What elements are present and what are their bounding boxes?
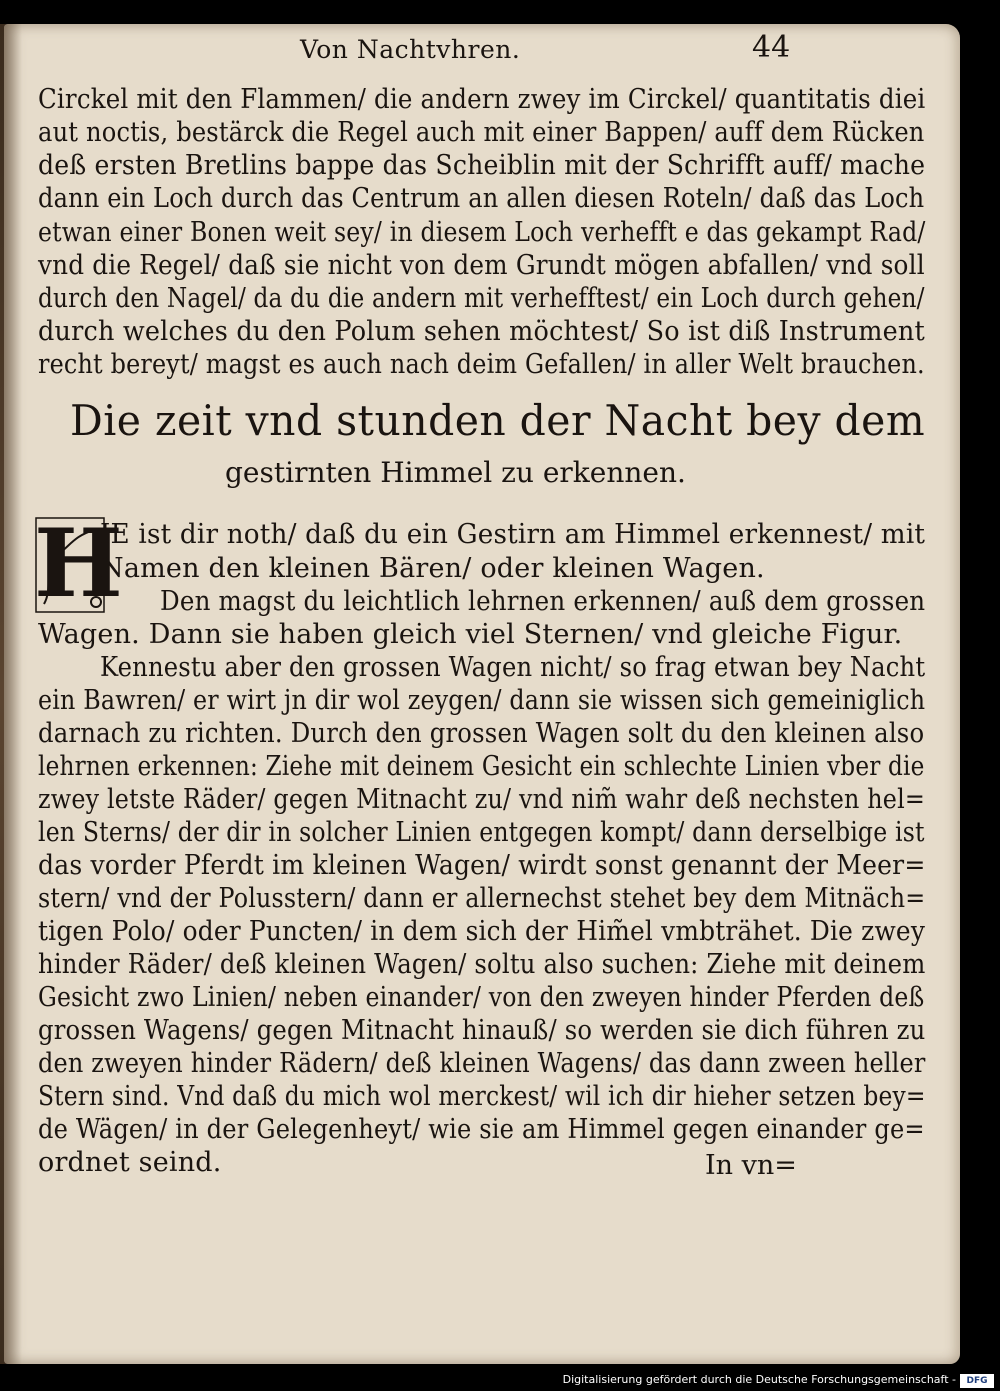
text-line: deß ersten Bretlins bappe das Scheiblin mit der Schrifft auff/ mache: [38, 150, 926, 181]
text-line: durch den Nagel/ da du die andern mit verhefftest/ ein Loch durch gehen/: [38, 283, 925, 314]
text-line: dann ein Loch durch das Centrum an allen diesen Roteln/ daß das Loch: [38, 183, 925, 214]
text-line: recht bereyt/ magst es auch nach deim Gefallen/ in aller Welt brauchen.: [38, 349, 925, 380]
text-line: zwey letste Räder/ gegen Mitnacht zu/ vnd nim̃ wahr deß nechsten hel=: [38, 784, 926, 815]
text-line: de Wägen/ in der Gelegenheyt/ wie sie am Himmel gegen einander ge=: [38, 1114, 925, 1145]
catchword: In vn=: [705, 1150, 797, 1181]
text-line: ein Bawren/ er wirt jn dir wol zeygen/ dann sie wissen sich gemeiniglich: [38, 685, 926, 716]
text-line: das vorder Pferdt im kleinen Wagen/ wirdt sonst genannt der Meer=: [38, 850, 926, 881]
text-line: durch welches du den Polum sehen möchtest/ So ist diß Instrument: [38, 316, 925, 347]
text-line: Wagen. Dann sie haben gleich viel Sternen/ vnd gleiche Figur.: [38, 619, 903, 650]
text-line: aut noctis, bestärck die Regel auch mit einer Bappen/ auff dem Rücken: [38, 117, 925, 148]
dfg-logo[interactable]: DFG: [960, 1374, 994, 1388]
text-line: Stern sind. Vnd daß du mich wol merckest/ wil ich dir hieher setzen bey=: [38, 1081, 926, 1112]
text-line: den zweyen hinder Rädern/ deß kleinen Wagens/ das dann zween heller: [38, 1048, 926, 1079]
text-line: IE ist dir noth/ daß du ein Gestirn am Himmel erkennest/ mit: [100, 519, 926, 550]
text-line: darnach zu richten. Durch den grossen Wagen solt du den kleinen also: [38, 718, 925, 749]
section-heading: Die zeit vnd stunden der Nacht bey dem: [70, 396, 926, 445]
text-line: grossen Wagens/ gegen Mitnacht hinauß/ so werden sie dich führen zu: [38, 1015, 926, 1046]
text-line: Den magst du leichtlich lehrnen erkennen/ auß dem grossen: [160, 586, 926, 617]
page-number: 44: [752, 30, 791, 65]
text-line: Gesicht zwo Linien/ neben einander/ von den zweyen hinder Pferden deß: [38, 982, 925, 1013]
text-line: vnd die Regel/ daß sie nicht von dem Grundt mögen abfallen/ vnd soll: [38, 250, 925, 281]
text-line: etwan einer Bonen weit sey/ in diesem Loch verhefft e das gekampt Rad/: [38, 217, 926, 248]
text-line: lehrnen erkennen: Ziehe mit deinem Gesicht ein schlechte Linien vber die: [38, 751, 925, 782]
text-line: Circkel mit den Flammen/ die andern zwey im Circkel/ quantitatis diei: [38, 84, 926, 115]
funding-notice: Digitalisierung gefördert durch die Deutsche Forschungsgemeinschaft -: [562, 1373, 956, 1386]
section-subheading: gestirnten Himmel zu erkennen.: [225, 456, 686, 489]
text-line: stern/ vnd der Polusstern/ dann er allernechst stehet bey dem Mitnäch=: [38, 883, 926, 914]
dropcap-letter: H: [34, 509, 123, 619]
text-line: tigen Polo/ oder Puncten/ in dem sich der Him̃el vmbträhet. Die zwey: [38, 916, 926, 947]
text-line: len Sterns/ der dir in solcher Linien entgegen kompt/ dann derselbige ist: [38, 817, 925, 848]
text-line: ordnet seind.: [38, 1147, 222, 1178]
text-line: hinder Räder/ deß kleinen Wagen/ soltu also suchen: Ziehe mit deinem: [38, 949, 926, 980]
running-title: Von Nachtvhren.: [300, 35, 521, 64]
text-line: Namen den kleinen Bären/ oder kleinen Wagen.: [100, 553, 765, 584]
text-line: Kennestu aber den grossen Wagen nicht/ so frag etwan bey Nacht: [100, 652, 926, 683]
